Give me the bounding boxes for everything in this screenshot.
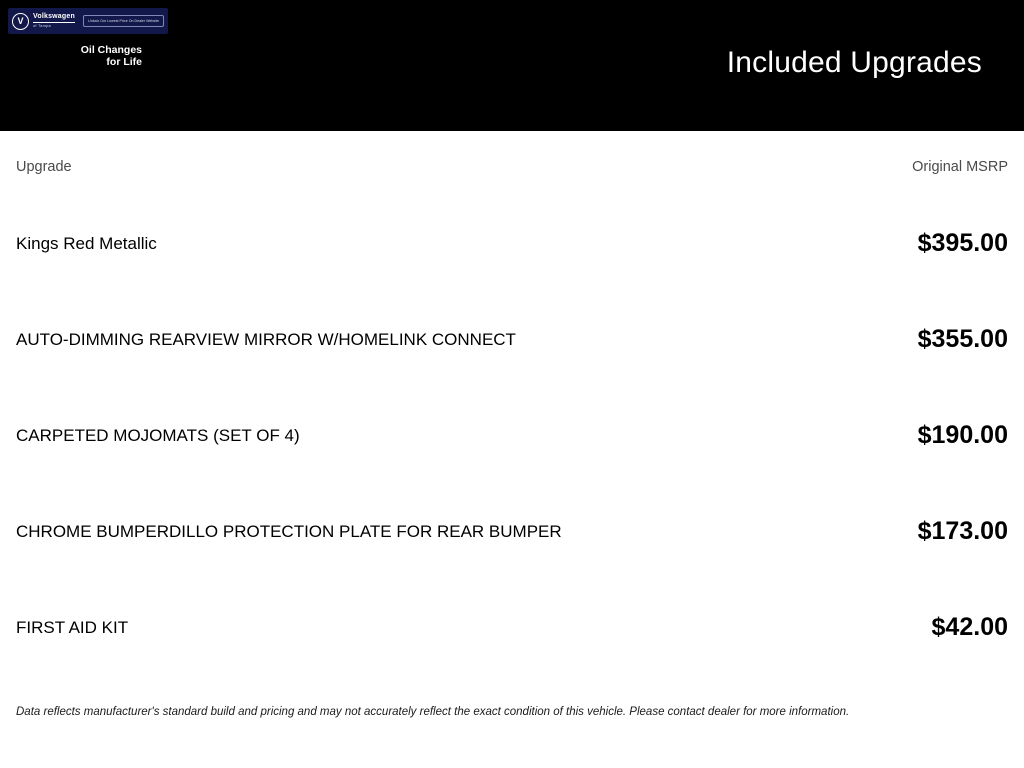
table-row bbox=[16, 483, 1008, 579]
brand-tagline bbox=[8, 44, 168, 68]
table-body bbox=[16, 195, 1008, 675]
table-row bbox=[16, 579, 1008, 675]
upgrades-table bbox=[0, 131, 1024, 718]
table-row bbox=[16, 195, 1008, 291]
column-header-msrp: Original MSRP bbox=[912, 159, 1008, 175]
upgrade-name: Kings Red Metallic bbox=[16, 233, 157, 253]
upgrade-price: $395.00 bbox=[917, 228, 1008, 257]
upgrade-name: AUTO-DIMMING REARVIEW MIRROR W/HOMELINK CONNECT bbox=[16, 329, 516, 349]
brand-tagline-line2: for Life bbox=[106, 56, 142, 68]
upgrade-price: $190.00 bbox=[917, 420, 1008, 449]
brand-bar[interactable] bbox=[8, 8, 168, 34]
upgrade-name: CARPETED MOJOMATS (SET OF 4) bbox=[16, 425, 300, 445]
table-row bbox=[16, 291, 1008, 387]
disclaimer-text: Data reflects manufacturer's standard build and pricing and may not accurately reflect the exact condition of this vehicle. Please contact dealer for more information. bbox=[16, 706, 850, 718]
brand-tagline-line1: Oil Changes bbox=[80, 44, 142, 56]
dealer-brand-badge[interactable] bbox=[8, 8, 168, 68]
upgrade-price: $42.00 bbox=[931, 612, 1008, 641]
page-title: Included Upgrades bbox=[726, 46, 982, 79]
upgrade-name: FIRST AID KIT bbox=[16, 617, 129, 637]
table-row bbox=[16, 387, 1008, 483]
page-header bbox=[0, 0, 1024, 131]
upgrade-name: CHROME BUMPERDILLO PROTECTION PLATE FOR REAR BUMPER bbox=[16, 521, 562, 541]
brand-text-group bbox=[33, 13, 75, 29]
upgrade-price: $173.00 bbox=[917, 516, 1008, 545]
brand-subtitle: of Tampa bbox=[33, 23, 51, 28]
upgrade-price: $355.00 bbox=[917, 324, 1008, 353]
brand-name: Volkswagen bbox=[33, 13, 75, 23]
table-header-row bbox=[16, 131, 1008, 175]
dealer-website-cta[interactable]: Unlock Our Lowest Price On Dealer Website bbox=[83, 15, 164, 27]
column-header-upgrade: Upgrade bbox=[16, 159, 72, 175]
vw-roundel-icon bbox=[12, 13, 29, 30]
